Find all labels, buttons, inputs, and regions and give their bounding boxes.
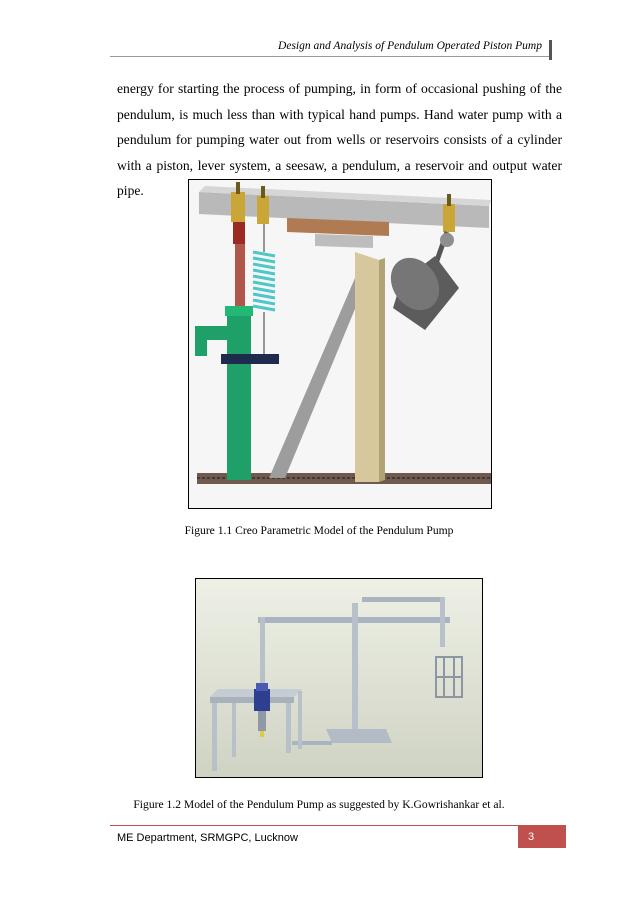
footer-rule [110,825,566,826]
page-number: 3 [518,826,566,848]
pendulum-pump-model-render [196,579,482,777]
header-accent-bar [549,40,552,60]
running-header: Design and Analysis of Pendulum Operated Piston Pump [278,40,542,52]
header-rule [110,56,550,57]
body-paragraph: energy for starting the process of pumping, in form of occasional pushing of the pendulum, is much less than with typical hand pumps. Hand water pump with a pendulum for pumping water out from wells or reservoirs consists of a cylinder with a piston, lever system, a seesaw, a pendulum, a reservoir and output water pipe. [117,81,562,198]
footer-department: ME Department, SRMGPC, Lucknow [117,832,298,844]
figure-1-caption: Figure 1.1 Creo Parametric Model of the Pendulum Pump [184,524,454,537]
pendulum-pump-render [189,180,491,508]
figure-2-caption: Figure 1.2 Model of the Pendulum Pump as suggested by K.Gowrishankar et al. [133,798,505,811]
figure-1-creo-model [188,179,492,509]
figure-2-model [195,578,483,778]
